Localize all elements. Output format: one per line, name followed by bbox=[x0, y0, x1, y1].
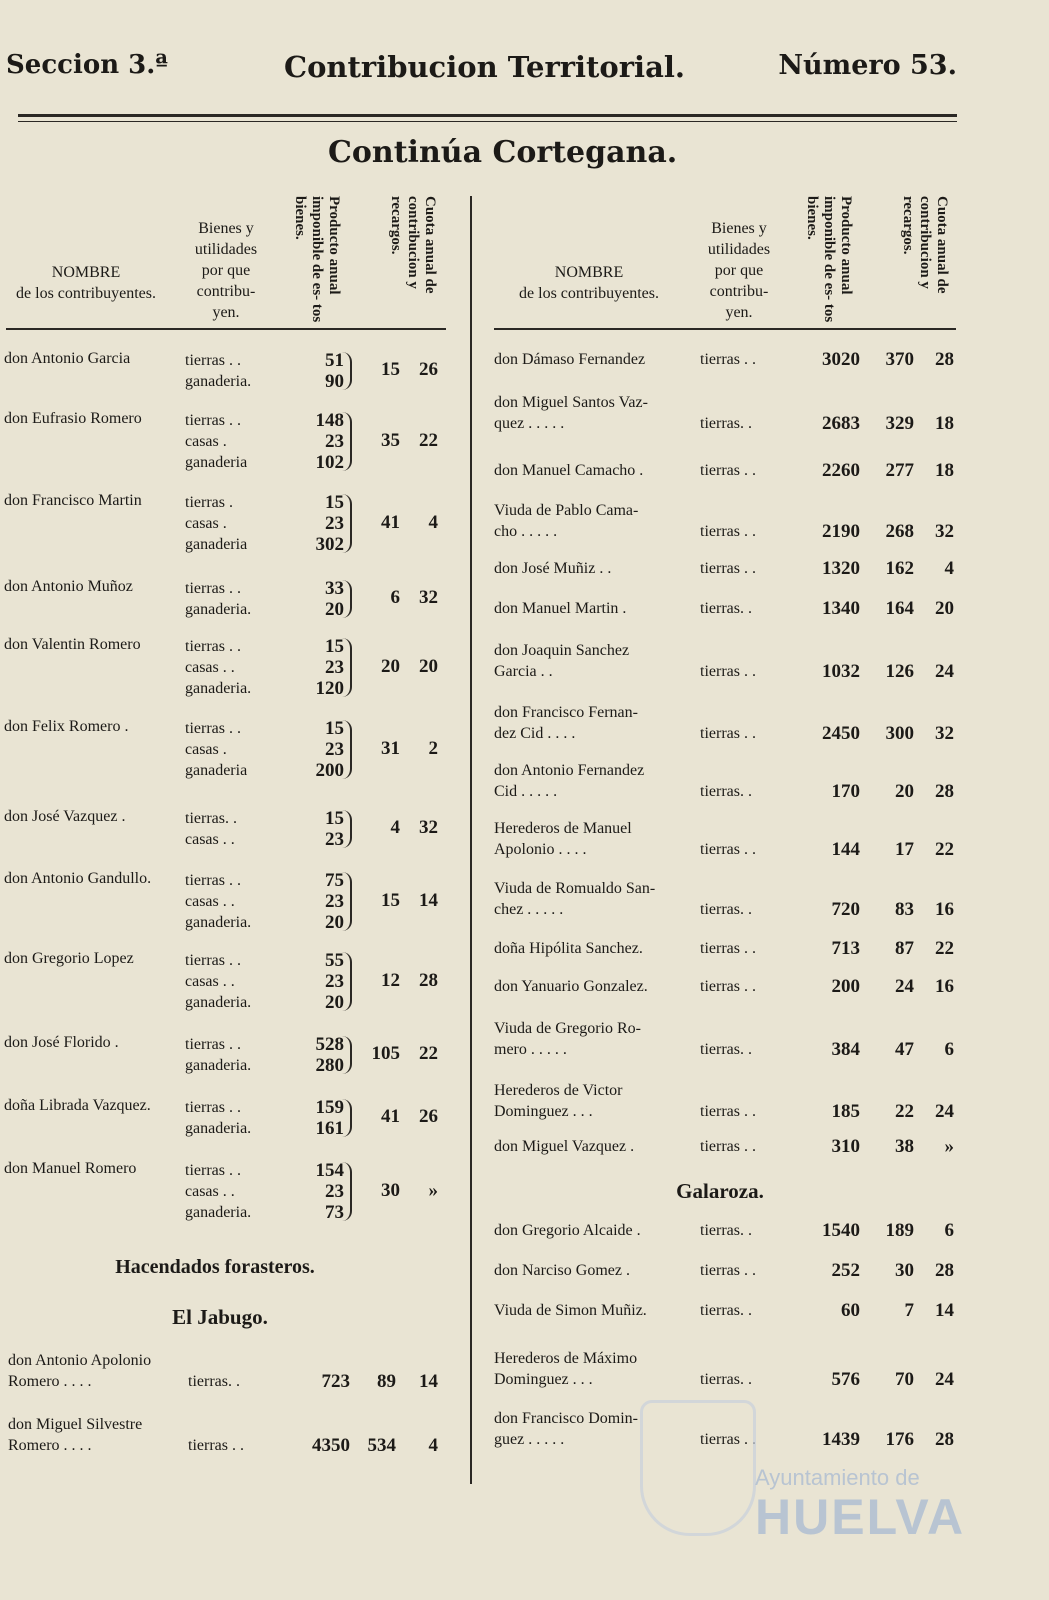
product-value: 23 bbox=[325, 829, 344, 850]
left-product-header: Producto anual imponible de es- tos bienes. bbox=[292, 196, 342, 323]
goods-item: casas . . bbox=[185, 893, 235, 910]
contributor-name bbox=[494, 392, 648, 434]
product-values bbox=[294, 1160, 344, 1223]
name-line: don Miguel Vazquez . bbox=[494, 1138, 635, 1155]
contributor-name bbox=[494, 1220, 641, 1241]
right-goods-header: Bienes y utilidades por que contribu- yen. bbox=[707, 220, 771, 321]
contributor-name: don Felix Romero . bbox=[4, 718, 129, 735]
quota-cents: 22 bbox=[935, 839, 954, 860]
product-value: 576 bbox=[831, 1369, 860, 1390]
goods-item: tierras . . bbox=[700, 560, 756, 577]
product-value: 73 bbox=[325, 1202, 344, 1223]
quota-value: 164 bbox=[885, 598, 914, 619]
goods-item: ganaderia. bbox=[185, 373, 252, 390]
section-galaroza: Galaroza. bbox=[676, 1179, 764, 1203]
quota-cents: 18 bbox=[935, 413, 954, 434]
contributor-name bbox=[494, 1300, 647, 1321]
product-value: 384 bbox=[831, 1039, 860, 1060]
contributor-name bbox=[494, 760, 644, 802]
product-value: 200 bbox=[831, 976, 860, 997]
quota-value: 6 bbox=[390, 587, 400, 608]
quota-cents: 28 bbox=[935, 1260, 954, 1281]
contributor-name bbox=[494, 1018, 641, 1060]
name-line: don Joaquin Sanchez bbox=[494, 642, 630, 659]
table-row bbox=[0, 1018, 1049, 1060]
product-value: 185 bbox=[831, 1101, 860, 1122]
product-value: 23 bbox=[325, 1181, 344, 1202]
product-value: 2190 bbox=[822, 521, 860, 542]
quota-cents: 32 bbox=[419, 587, 438, 608]
quota-value: 329 bbox=[885, 413, 914, 434]
contributor-name bbox=[494, 1260, 630, 1281]
product-value: 200 bbox=[315, 760, 344, 781]
quota-cents: 20 bbox=[935, 598, 954, 619]
table-row bbox=[0, 1080, 1049, 1122]
quota-value: 47 bbox=[895, 1039, 914, 1060]
contributor-name bbox=[494, 878, 655, 920]
quota-value: 4 bbox=[390, 817, 400, 838]
name-line: chez . . . . . bbox=[494, 901, 564, 918]
goods-item: tierras. . bbox=[700, 1041, 752, 1058]
name-line: don Gregorio Alcaide . bbox=[494, 1222, 641, 1239]
goods-item: tierras. . bbox=[700, 1222, 752, 1239]
goods-item: tierras. . bbox=[700, 600, 752, 617]
right-header-rule bbox=[494, 328, 956, 330]
table-row bbox=[0, 938, 1049, 959]
quota-value: 70 bbox=[895, 1369, 914, 1390]
name-line: quez . . . . . bbox=[494, 415, 565, 432]
goods-item: tierras . . bbox=[700, 1103, 756, 1120]
quota-value: 30 bbox=[381, 1179, 400, 1201]
watermark-line2: HUELVA bbox=[755, 1489, 966, 1545]
contributor-name: doña Librada Vazquez. bbox=[4, 1097, 151, 1114]
page-number: Número 53. bbox=[778, 50, 957, 81]
goods-item: tierras . . bbox=[185, 872, 241, 889]
quota-value: 35 bbox=[381, 429, 400, 451]
quota-cents: 2 bbox=[428, 737, 438, 759]
quota-value: 300 bbox=[885, 723, 914, 744]
product-value: 102 bbox=[315, 452, 344, 473]
goods-item: ganaderia. bbox=[185, 1204, 252, 1221]
product-value: 75 bbox=[325, 870, 344, 891]
quota-cents: 14 bbox=[419, 889, 438, 911]
table-row bbox=[0, 1408, 1049, 1450]
table-row bbox=[0, 1160, 460, 1223]
name-line: Viuda de Pablo Cama- bbox=[494, 502, 639, 519]
contributor-name: don Eufrasio Romero bbox=[4, 410, 142, 427]
quota-value: 83 bbox=[895, 899, 914, 920]
contributor-name: don Manuel Romero bbox=[4, 1160, 137, 1177]
goods-list bbox=[185, 1160, 251, 1223]
watermark-line1: Ayuntamiento de bbox=[755, 1465, 920, 1490]
product-value: 23 bbox=[325, 891, 344, 912]
product-value: 120 bbox=[315, 678, 344, 699]
name-line: Viuda de Gregorio Ro- bbox=[494, 1020, 641, 1037]
product-value: 528 bbox=[315, 1034, 344, 1055]
quota-value: 162 bbox=[885, 558, 914, 579]
table-row bbox=[0, 349, 1049, 370]
quota-cents: » bbox=[944, 1136, 954, 1157]
quota-cents: 32 bbox=[935, 723, 954, 744]
name-line: don Narciso Gomez . bbox=[494, 1262, 630, 1279]
header-rule-thick bbox=[18, 114, 957, 117]
name-line: dez Cid . . . . bbox=[494, 725, 576, 742]
goods-item: casas . . bbox=[185, 659, 235, 676]
product-value: 148 bbox=[315, 410, 344, 431]
quota-value: 7 bbox=[904, 1300, 914, 1321]
name-line: don Dámaso Fernandez bbox=[494, 351, 646, 368]
quota-value: 24 bbox=[895, 976, 914, 997]
name-line: don Francisco Fernan- bbox=[494, 704, 638, 721]
name-line: Garcia . . bbox=[494, 663, 553, 680]
quota-cents: 20 bbox=[419, 655, 438, 677]
table-row bbox=[0, 1220, 1049, 1241]
goods-item: ganaderia bbox=[185, 536, 248, 553]
quota-value: 87 bbox=[895, 938, 914, 959]
contributor-name bbox=[494, 702, 638, 744]
goods-item: casas . . bbox=[185, 1183, 235, 1200]
goods-item: tierras . . bbox=[700, 978, 756, 995]
quota-cents: 4 bbox=[944, 558, 954, 579]
quota-value: 41 bbox=[381, 511, 400, 533]
contributor-name: don Francisco Martin bbox=[4, 492, 142, 509]
name-line: don Manuel Camacho . bbox=[494, 462, 644, 479]
contributor-name: don Antonio Gandullo. bbox=[4, 870, 152, 887]
contributor-name bbox=[494, 1408, 638, 1450]
quota-cents: 32 bbox=[935, 521, 954, 542]
header-rule-thin bbox=[18, 121, 957, 122]
product-value: 60 bbox=[841, 1300, 860, 1321]
table-row bbox=[0, 1348, 1049, 1390]
name-line: don Antonio Apolonio bbox=[8, 1352, 152, 1369]
quota-cents: 28 bbox=[935, 349, 954, 370]
quota-cents: 18 bbox=[935, 460, 954, 481]
table-row bbox=[0, 640, 1049, 682]
quota-cents: 6 bbox=[944, 1039, 954, 1060]
product-value: 154 bbox=[315, 1160, 344, 1181]
right-name-header: NOMBRE de los contribuyentes. bbox=[519, 264, 659, 302]
table-row bbox=[0, 1136, 1049, 1157]
product-value: 90 bbox=[325, 371, 344, 392]
product-value: 15 bbox=[325, 808, 344, 829]
name-line: don José Muñiz . . bbox=[494, 560, 612, 577]
contributor-name: don Valentin Romero bbox=[4, 636, 141, 653]
quota-cents: 4 bbox=[428, 511, 438, 533]
contributor-name: don Gregorio Lopez bbox=[4, 950, 134, 967]
product-value: 1032 bbox=[822, 661, 860, 682]
goods-item: tierras. . bbox=[700, 1371, 752, 1388]
goods-item: ganaderia. bbox=[185, 1057, 252, 1074]
product-value: 15 bbox=[325, 718, 344, 739]
table-row bbox=[0, 976, 1049, 997]
product-value: 20 bbox=[325, 599, 344, 620]
name-line: Herederos de Victor bbox=[494, 1082, 623, 1099]
quota-value: 41 bbox=[381, 1106, 400, 1127]
goods-item: tierras . . bbox=[700, 663, 756, 680]
name-line: Dominguez . . . bbox=[494, 1371, 593, 1388]
quota-cents: 24 bbox=[935, 661, 954, 682]
table-row bbox=[0, 558, 1049, 579]
left-header-rule bbox=[6, 328, 446, 330]
quota-value: 534 bbox=[367, 1435, 396, 1456]
quota-cents: 26 bbox=[419, 1106, 438, 1127]
quota-value: 31 bbox=[381, 737, 400, 759]
contributor-name bbox=[494, 500, 638, 542]
name-line: don Manuel Martin . bbox=[494, 600, 627, 617]
name-line: don Miguel Silvestre bbox=[8, 1416, 143, 1433]
quota-value: 12 bbox=[381, 969, 400, 991]
quota-cents: 16 bbox=[935, 899, 954, 920]
goods-item: tierras. . bbox=[700, 901, 752, 918]
table-row bbox=[0, 1300, 1049, 1321]
product-value: 170 bbox=[831, 781, 860, 802]
product-value: 23 bbox=[325, 513, 344, 534]
quota-value: 176 bbox=[885, 1429, 914, 1450]
quota-cents: 28 bbox=[935, 781, 954, 802]
goods-item: tierras . . bbox=[700, 462, 756, 479]
goods-item: tierras . . bbox=[700, 940, 756, 957]
product-value: 23 bbox=[325, 431, 344, 452]
goods-item: tierras . . bbox=[185, 952, 241, 969]
subtitle: Continúa Cortegana. bbox=[328, 135, 678, 170]
right-product-header: Producto anual imponible de es- tos bienes. bbox=[804, 196, 854, 323]
contributor-name: don José Florido . bbox=[4, 1034, 119, 1051]
contributor-name bbox=[494, 640, 629, 682]
product-value: 161 bbox=[315, 1118, 344, 1139]
table-row bbox=[0, 702, 1049, 744]
brace-mark bbox=[342, 1162, 352, 1221]
quota-cents: 14 bbox=[935, 1300, 954, 1321]
product-value: 3020 bbox=[822, 349, 860, 370]
table-row bbox=[0, 878, 1049, 920]
table-row bbox=[0, 760, 1049, 802]
contributor-name bbox=[494, 818, 632, 860]
product-value: 1439 bbox=[822, 1429, 860, 1450]
quota-value: 38 bbox=[895, 1136, 914, 1157]
product-value: 252 bbox=[831, 1260, 860, 1281]
quota-value: 20 bbox=[895, 781, 914, 802]
goods-item: casas . . bbox=[185, 831, 235, 848]
goods-item: ganaderia bbox=[185, 762, 248, 779]
name-line: Herederos de Manuel bbox=[494, 820, 632, 837]
product-value: 1320 bbox=[822, 558, 860, 579]
goods-item: tierras . . bbox=[185, 1099, 241, 1116]
name-line: doña Hipólita Sanchez. bbox=[494, 940, 643, 957]
product-value: 23 bbox=[325, 739, 344, 760]
name-line: Cid . . . . . bbox=[494, 783, 558, 800]
product-value: 2450 bbox=[822, 723, 860, 744]
goods-item: tierras . . bbox=[700, 725, 756, 742]
product-value: 23 bbox=[325, 657, 344, 678]
goods-item: tierras. . bbox=[700, 415, 752, 432]
goods-item: tierras . . bbox=[700, 523, 756, 540]
quota-value: 277 bbox=[885, 460, 914, 481]
product-value: 20 bbox=[325, 912, 344, 933]
quota-value: 126 bbox=[885, 661, 914, 682]
section-label: Seccion 3.ª bbox=[6, 50, 168, 80]
goods-item: tierras . . bbox=[185, 580, 241, 597]
product-value: 280 bbox=[315, 1055, 344, 1076]
goods-item: tierras . . bbox=[700, 841, 756, 858]
name-line: don Francisco Domin- bbox=[494, 1410, 638, 1427]
product-value: 4350 bbox=[312, 1435, 350, 1456]
product-value: 713 bbox=[831, 938, 860, 959]
quota-cents: 24 bbox=[935, 1369, 954, 1390]
product-value: 159 bbox=[315, 1097, 344, 1118]
quota-cents: » bbox=[428, 1179, 438, 1201]
name-line: Dominguez . . . bbox=[494, 1103, 593, 1120]
product-value: 20 bbox=[325, 992, 344, 1013]
quota-cents: 22 bbox=[419, 429, 438, 451]
product-value: 33 bbox=[325, 578, 344, 599]
goods-item: casas . . bbox=[185, 973, 235, 990]
goods-item: tierras . . bbox=[700, 1138, 756, 1155]
left-goods-header: Bienes y utilidades por que contribu- yen. bbox=[194, 220, 258, 321]
quota-cents: 32 bbox=[419, 817, 438, 838]
quota-cents: 6 bbox=[944, 1220, 954, 1241]
quota-value: 268 bbox=[885, 521, 914, 542]
contributor-name bbox=[494, 460, 643, 481]
watermark bbox=[755, 1465, 965, 1543]
goods-item: tierras . . bbox=[185, 412, 241, 429]
quota-cents: 28 bbox=[419, 969, 438, 991]
quota-value: 189 bbox=[885, 1220, 914, 1241]
watermark-seal bbox=[640, 1400, 756, 1536]
quota-cents: 28 bbox=[935, 1429, 954, 1450]
goods-item: tierras. . bbox=[700, 783, 752, 800]
contributor-name bbox=[494, 349, 645, 370]
goods-item: tierras. . bbox=[700, 1302, 752, 1319]
name-line: cho . . . . . bbox=[494, 523, 558, 540]
goods-item: ganaderia. bbox=[185, 601, 252, 618]
name-line: Viuda de Simon Muñiz. bbox=[494, 1302, 647, 1319]
contributor-name bbox=[494, 1080, 622, 1122]
quota-value: 15 bbox=[381, 359, 400, 380]
name-line: Viuda de Romualdo San- bbox=[494, 880, 656, 897]
product-value: 23 bbox=[325, 971, 344, 992]
goods-item: ganaderia. bbox=[185, 680, 252, 697]
goods-item: tierras . . bbox=[185, 352, 241, 369]
product-value: 723 bbox=[321, 1371, 350, 1392]
section-forasteros: Hacendados forasteros. bbox=[115, 1256, 315, 1278]
goods-item: tierras . . bbox=[185, 720, 241, 737]
goods-item: ganaderia. bbox=[185, 994, 252, 1011]
goods-item: tierras . . bbox=[700, 1262, 756, 1279]
quota-value: 370 bbox=[885, 349, 914, 370]
contributor-name bbox=[494, 1348, 637, 1390]
goods-item: tierras. . bbox=[188, 1373, 240, 1390]
product-value: 310 bbox=[831, 1136, 860, 1157]
goods-item: tierras . . bbox=[185, 1162, 241, 1179]
quota-cents: 22 bbox=[935, 938, 954, 959]
contributor-name: don Antonio Muñoz bbox=[4, 578, 133, 595]
table-row bbox=[0, 500, 1049, 542]
section-jabugo: El Jabugo. bbox=[172, 1305, 268, 1329]
quota-cents: 16 bbox=[935, 976, 954, 997]
quota-cents: 14 bbox=[419, 1371, 438, 1392]
name-line: mero . . . . . bbox=[494, 1041, 567, 1058]
name-line: don Miguel Santos Vaz- bbox=[494, 394, 648, 411]
name-line: Herederos de Máximo bbox=[494, 1350, 638, 1367]
product-value: 15 bbox=[325, 492, 344, 513]
right-quota-header: Cuota anual de contribucion y recargos. bbox=[900, 196, 950, 294]
name-line: guez . . . . . bbox=[494, 1431, 565, 1448]
contributor-name bbox=[494, 938, 643, 959]
table-row bbox=[0, 818, 1049, 860]
quota-value: 22 bbox=[895, 1101, 914, 1122]
name-line: Romero . . . . bbox=[8, 1373, 92, 1390]
name-line: Romero . . . . bbox=[8, 1437, 92, 1454]
table-row bbox=[0, 392, 1049, 434]
goods-item: ganaderia bbox=[185, 454, 248, 471]
product-value: 2683 bbox=[822, 413, 860, 434]
table-row bbox=[0, 1260, 1049, 1281]
quota-value: 105 bbox=[371, 1043, 400, 1064]
left-quota-header: Cuota anual de contribucion y recargos. bbox=[388, 196, 438, 294]
left-name-header: NOMBRE de los contribuyentes. bbox=[16, 264, 156, 302]
contributor-name: don José Vazquez . bbox=[4, 808, 126, 825]
product-value: 15 bbox=[325, 636, 344, 657]
goods-item: ganaderia. bbox=[185, 1120, 252, 1137]
goods-item: tierras . . bbox=[700, 1431, 756, 1448]
quota-cents: 22 bbox=[419, 1043, 438, 1064]
product-value: 1540 bbox=[822, 1220, 860, 1241]
name-line: don Antonio Fernandez bbox=[494, 762, 645, 779]
page-title: Contribucion Territorial. bbox=[284, 50, 685, 84]
goods-item: tierras . . bbox=[185, 638, 241, 655]
product-value: 720 bbox=[831, 899, 860, 920]
product-value: 55 bbox=[325, 950, 344, 971]
contributor-name bbox=[494, 1136, 634, 1157]
goods-item: casas . bbox=[185, 433, 227, 450]
product-value: 51 bbox=[325, 350, 344, 371]
contributor-name bbox=[494, 976, 648, 997]
quota-value: 20 bbox=[381, 655, 400, 677]
product-value: 1340 bbox=[822, 598, 860, 619]
contributor-name bbox=[494, 598, 626, 619]
product-value: 302 bbox=[315, 534, 344, 555]
quota-cents: 4 bbox=[428, 1435, 438, 1456]
goods-item: tierras . . bbox=[185, 1036, 241, 1053]
contributor-name: don Antonio Garcia bbox=[4, 350, 131, 367]
quota-value: 89 bbox=[377, 1371, 396, 1392]
quota-cents: 26 bbox=[419, 359, 438, 380]
goods-item: casas . bbox=[185, 515, 227, 532]
goods-item: casas . bbox=[185, 741, 227, 758]
goods-item: tierras . . bbox=[700, 351, 756, 368]
product-value: 144 bbox=[831, 839, 860, 860]
goods-item: tierras . . bbox=[188, 1437, 244, 1454]
quota-value: 17 bbox=[895, 839, 914, 860]
quota-cents: 24 bbox=[935, 1101, 954, 1122]
table-row bbox=[0, 598, 1049, 619]
product-value: 2260 bbox=[822, 460, 860, 481]
contributor-name bbox=[494, 558, 611, 579]
goods-item: tierras . bbox=[185, 494, 233, 511]
name-line: don Yanuario Gonzalez. bbox=[494, 978, 648, 995]
goods-item: ganaderia. bbox=[185, 914, 252, 931]
table-row bbox=[0, 460, 1049, 481]
goods-item: tierras. . bbox=[185, 810, 237, 827]
quota-value: 15 bbox=[381, 889, 400, 911]
quota-value: 30 bbox=[895, 1260, 914, 1281]
name-line: Apolonio . . . . bbox=[494, 841, 587, 858]
